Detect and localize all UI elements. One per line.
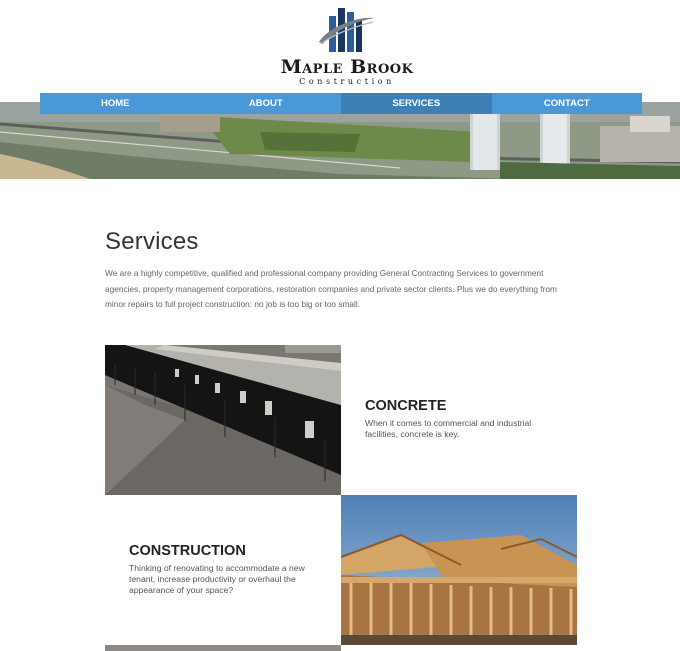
brand-tagline: Construction bbox=[299, 77, 395, 86]
next-service-image bbox=[105, 645, 341, 651]
nav-home[interactable]: HOME bbox=[101, 98, 130, 109]
main-nav bbox=[40, 93, 642, 114]
logo-icon bbox=[315, 4, 375, 54]
logo[interactable] bbox=[277, 4, 417, 84]
intro-text: We are a highly competitive, qualified and professional company providing General Contracting Services to government agencies, property management corporations, restoration companies and private sector clients. Plus we do everything from minor repairs to full project construction: no job is too big or too small. bbox=[105, 268, 557, 309]
nav-services[interactable]: SERVICES bbox=[341, 93, 492, 114]
nav-about[interactable]: ABOUT bbox=[248, 98, 283, 109]
concrete-wall-image bbox=[105, 345, 341, 495]
concrete-image bbox=[105, 345, 341, 495]
construction-image bbox=[341, 495, 577, 645]
concrete-title: CONCRETE bbox=[365, 398, 447, 414]
construction-title: CONSTRUCTION bbox=[129, 543, 246, 559]
brand-name: Maple Brook bbox=[280, 56, 414, 78]
nav-contact[interactable]: CONTACT bbox=[543, 98, 590, 109]
concrete-text: When it comes to commercial and industrial facilities, concrete is key. bbox=[365, 418, 532, 439]
services-intro bbox=[105, 228, 577, 321]
house-framing-image bbox=[341, 495, 577, 645]
service-card-construction bbox=[129, 543, 319, 605]
service-card-concrete bbox=[365, 398, 565, 449]
site-header bbox=[0, 0, 680, 93]
construction-text: Thinking of renovating to accommodate a new tenant, increase productivity or overhaul the appearance of your space? bbox=[129, 563, 305, 595]
page-title: Services bbox=[105, 228, 199, 255]
